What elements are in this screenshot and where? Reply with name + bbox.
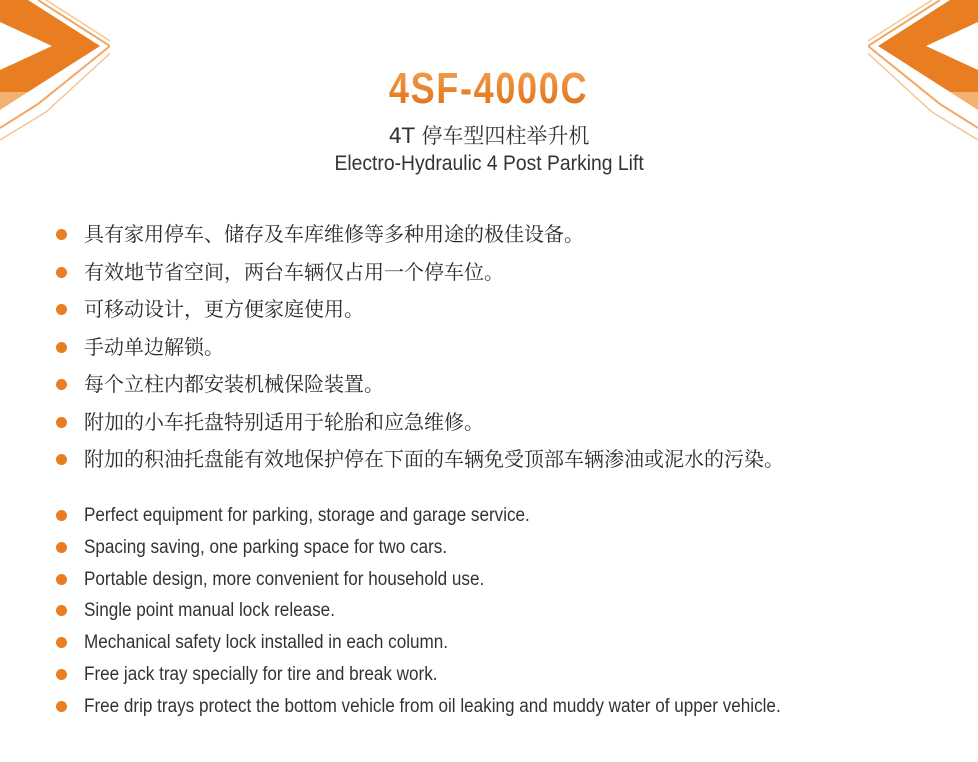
feature-cn-text: 手动单边解锁。 [84, 334, 224, 359]
feature-cn-item [56, 221, 784, 259]
feature-cn-item [56, 259, 784, 297]
feature-cn-text: 可移动设计，更方便家庭使用。 [84, 297, 364, 321]
features-chinese-list [56, 221, 784, 484]
feature-cn-text: 有效地节省空间，两台车辆仅占用一个停车位。 [84, 259, 504, 284]
bullet-icon [56, 510, 67, 521]
bullet-icon [56, 701, 67, 712]
feature-en-text: Mechanical safety lock installed in each column. [84, 632, 449, 654]
subtitle-english: Electro-Hydraulic 4 Post Parking Lift [334, 152, 644, 175]
bullet-icon [56, 605, 67, 616]
bullet-icon [56, 454, 67, 465]
feature-en-text: Portable design, more convenient for household use. [84, 568, 485, 590]
feature-cn-item [56, 409, 784, 447]
feature-en-item [56, 568, 858, 600]
bullet-icon [56, 379, 67, 390]
feature-en-text: Free drip trays protect the bottom vehicle from oil leaking and muddy water of upper vehicle. [84, 695, 781, 717]
feature-en-item [56, 695, 858, 727]
feature-en-item [56, 504, 858, 536]
feature-cn-item [56, 296, 784, 334]
feature-cn-text: 每个立柱内都安装机械保险装置。 [84, 372, 384, 396]
feature-cn-item [56, 334, 784, 372]
feature-en-text: Spacing saving, one parking space for two cars. [84, 536, 448, 558]
feature-cn-text: 附加的小车托盘特别适用于轮胎和应急维修。 [84, 409, 484, 434]
bullet-icon [56, 342, 67, 353]
feature-en-item [56, 599, 858, 631]
bullet-icon [56, 417, 67, 428]
bullet-icon [56, 304, 67, 315]
feature-en-item [56, 663, 858, 695]
bullet-icon [56, 574, 67, 585]
feature-en-item [56, 631, 858, 663]
feature-en-text: Single point manual lock release. [84, 600, 335, 622]
feature-cn-text: 具有家用停车、储存及车库维修等多种用途的极佳设备。 [84, 222, 584, 246]
feature-cn-item [56, 371, 784, 409]
subtitle-chinese: 4T 停车型四柱举升机 [388, 124, 590, 148]
bullet-icon [56, 669, 67, 680]
feature-en-text: Free jack tray specially for tire and break work. [84, 663, 438, 685]
feature-en-item [56, 536, 858, 568]
bullet-icon [56, 229, 67, 240]
bullet-icon [56, 542, 67, 553]
bullet-icon [56, 267, 67, 278]
bullet-icon [56, 637, 67, 648]
header [0, 62, 978, 178]
model-title: 4SF-4000C [389, 62, 588, 116]
feature-en-text: Perfect equipment for parking, storage and garage service. [84, 505, 530, 526]
feature-cn-item [56, 446, 784, 484]
feature-cn-text: 附加的积油托盘能有效地保护停在下面的车辆免受顶部车辆渗油或泥水的污染。 [84, 447, 784, 471]
features-english-list [56, 504, 858, 727]
